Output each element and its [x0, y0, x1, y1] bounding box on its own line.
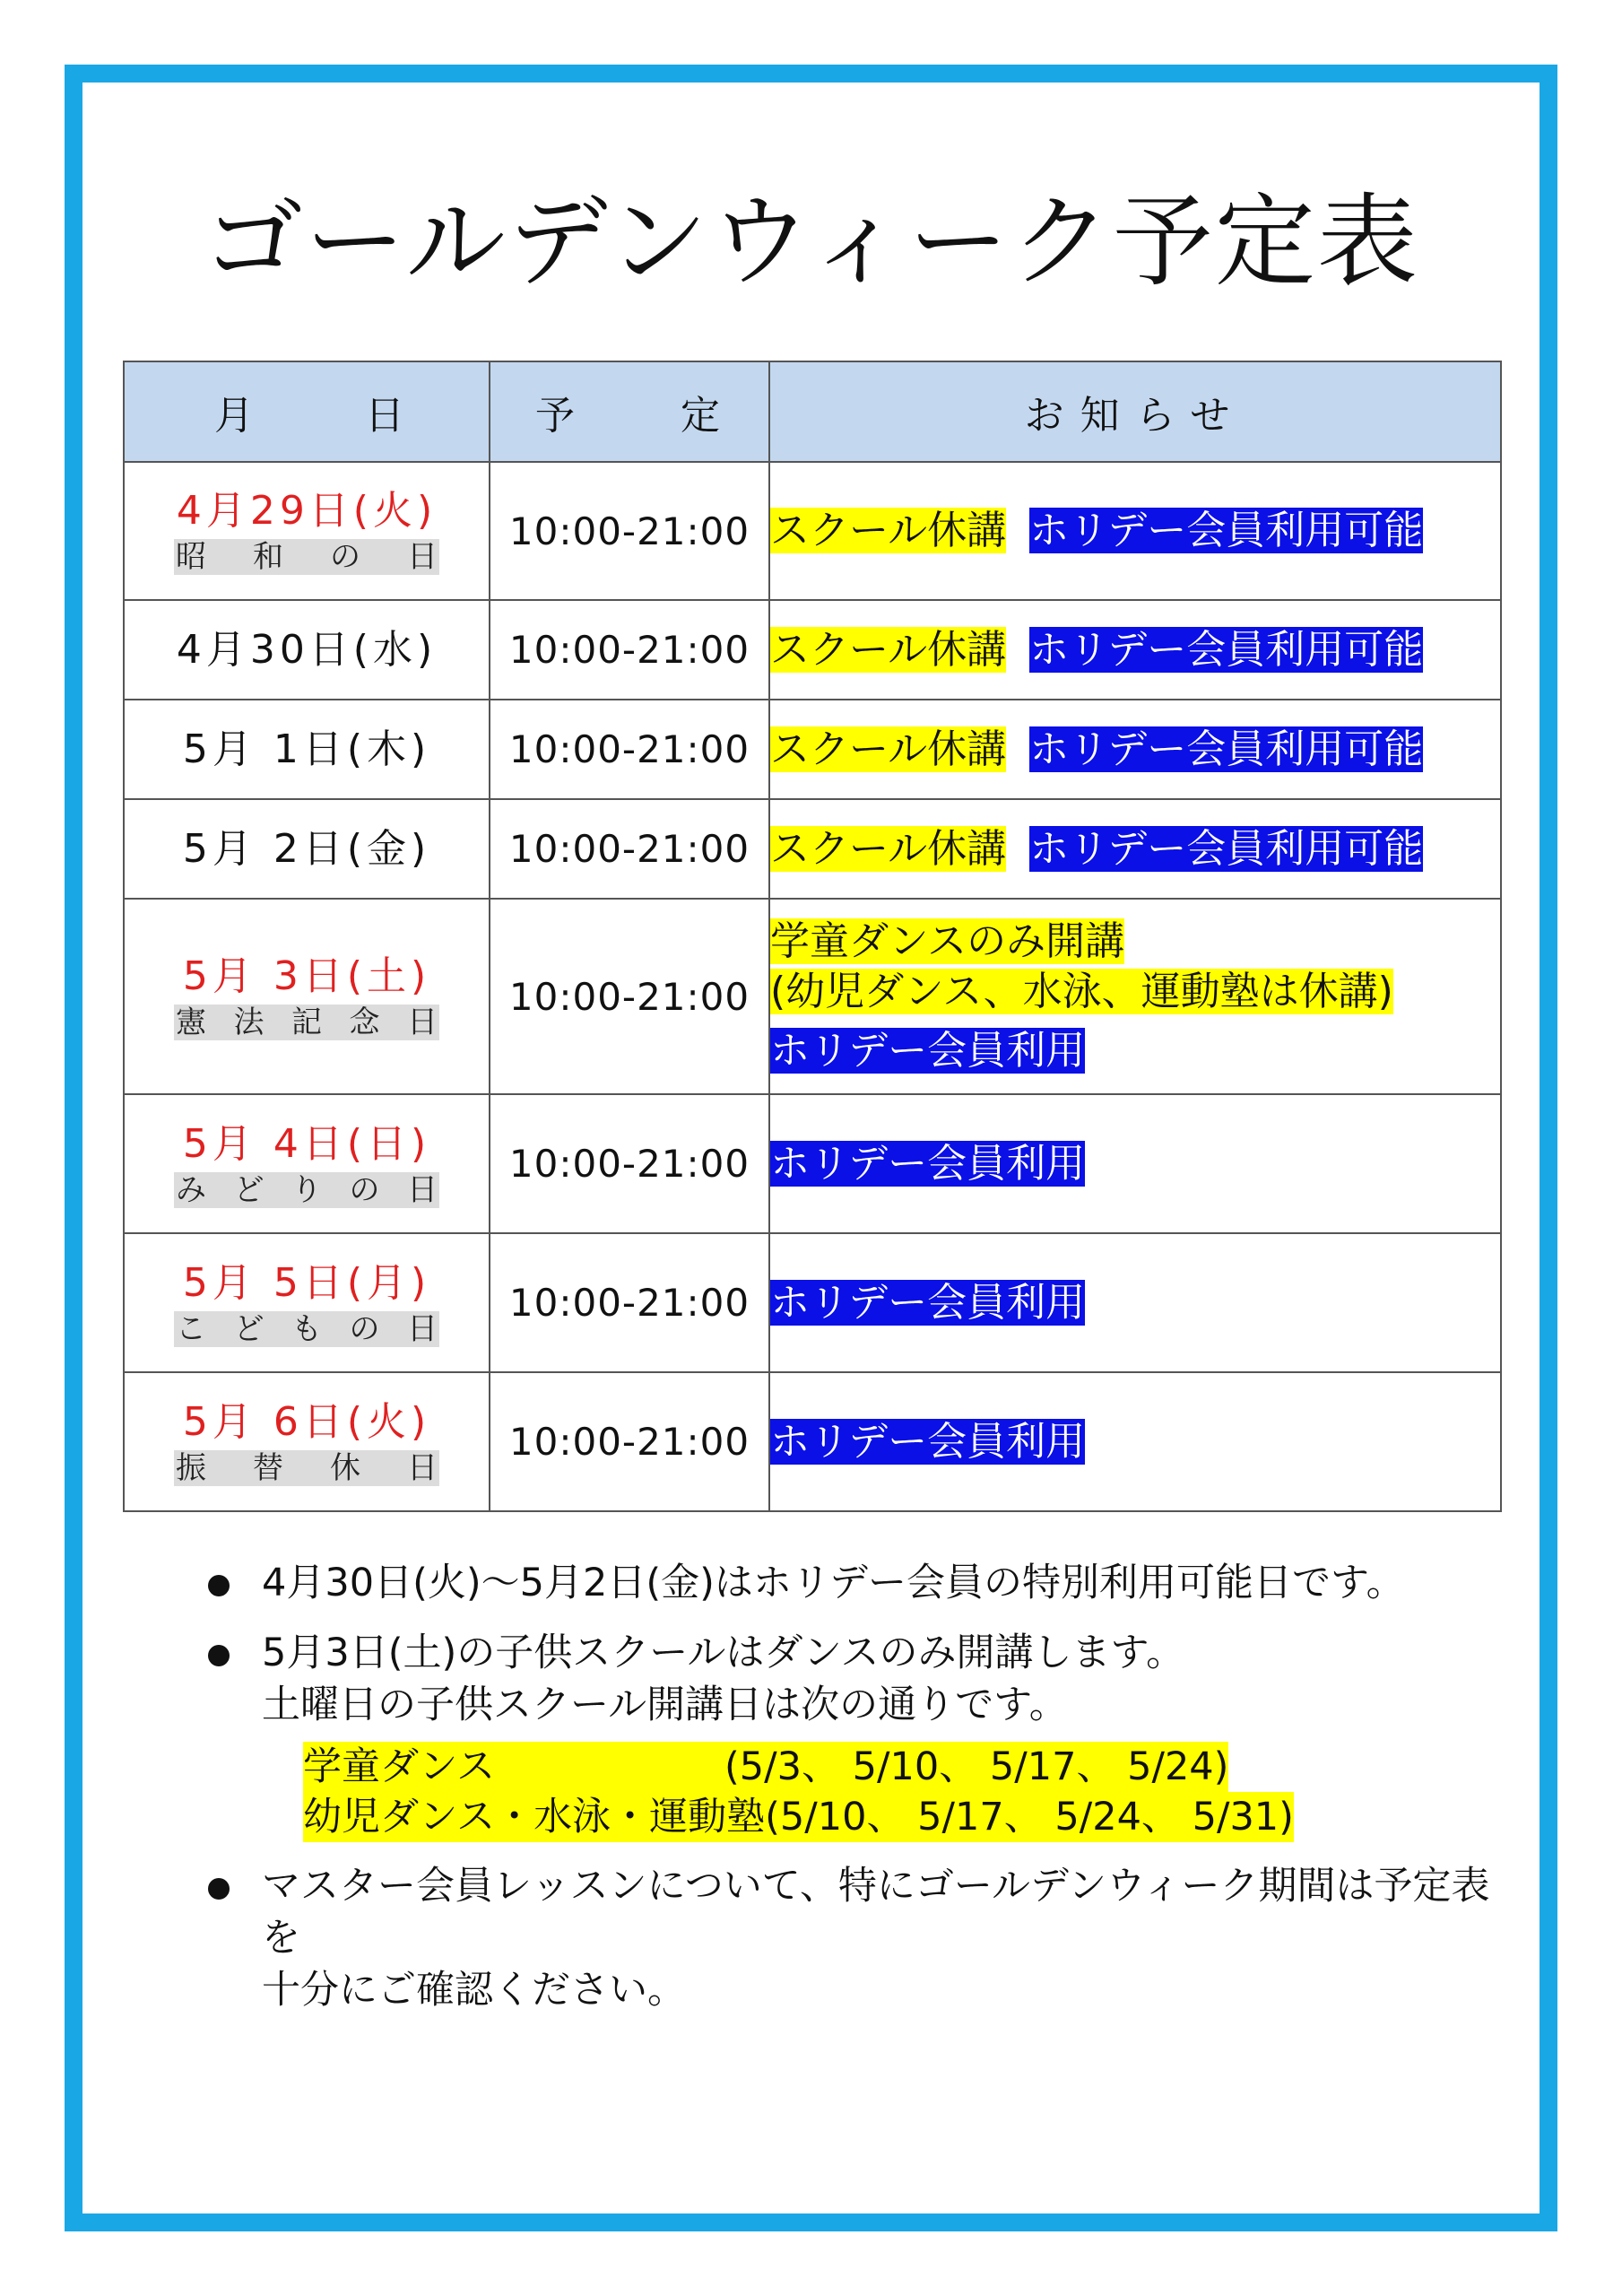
notes-list	[208, 1557, 1499, 2034]
date-cell	[124, 462, 490, 600]
header-time-char-2: 定	[681, 393, 724, 439]
notice-cell	[769, 1094, 1501, 1233]
school-schedule	[303, 1742, 1499, 1842]
date-text: 5月 2日(金)	[182, 825, 431, 872]
notice-cell	[769, 899, 1501, 1094]
header-date	[124, 361, 490, 462]
header-notice	[769, 361, 1501, 462]
time-cell: 10:00-21:00	[490, 899, 769, 1094]
time-cell: 10:00-21:00	[490, 1094, 769, 1233]
school-closed-label: スクール休講	[770, 626, 1007, 673]
note-text: 4月30日(火)～5月2日(金)はホリデー会員の特別利用可能日です。	[262, 1561, 1405, 1605]
list-item	[208, 1860, 1499, 2016]
note-text: 5月3日(土)の子供スクールはダンスのみ開講します。	[262, 1631, 1185, 1675]
school-closed-label: スクール休講	[770, 825, 1007, 872]
holiday-member-label: ホリデー会員利用	[770, 1140, 1086, 1187]
header-date-month: 月	[214, 393, 257, 439]
school-name: 幼児ダンス・水泳・運動塾	[303, 1795, 766, 1839]
header-date-day: 日	[365, 393, 408, 439]
notice-cell	[769, 799, 1501, 899]
time-cell: 10:00-21:00	[490, 799, 769, 899]
holiday-member-label: ホリデー会員利用可能	[1029, 508, 1424, 553]
note-text: 十分にご確認ください。	[262, 1968, 686, 2013]
header-time-char-1: 予	[535, 393, 578, 439]
time-cell: 10:00-21:00	[490, 1372, 769, 1511]
table-row	[124, 600, 1501, 700]
notice-cell	[769, 462, 1501, 600]
school-dates: (5/3、 5/10、 5/17、 5/24)	[724, 1744, 1229, 1789]
table-row	[124, 799, 1501, 899]
table-header-row	[124, 361, 1501, 462]
table-row	[124, 700, 1501, 799]
date-cell	[124, 1094, 490, 1233]
date-text: 4月29日(火)	[176, 488, 438, 534]
time-cell: 10:00-21:00	[490, 1233, 769, 1372]
time-cell: 10:00-21:00	[490, 462, 769, 600]
holiday-member-label: ホリデー会員利用可能	[1029, 825, 1424, 872]
school-closed-label: スクール休講	[770, 726, 1007, 772]
date-text: 5月 1日(木)	[182, 726, 431, 772]
date-cell	[124, 700, 490, 799]
table-row	[124, 1372, 1501, 1511]
closed-classes-label: (幼児ダンス、水泳、運動塾は休講)	[770, 969, 1393, 1014]
bullet-icon	[208, 1575, 230, 1596]
school-closed-label: スクール休講	[770, 508, 1007, 553]
notice-cell	[769, 1372, 1501, 1511]
holiday-member-label: ホリデー会員利用	[770, 1028, 1086, 1074]
dance-only-label: 学童ダンスのみ開講	[770, 918, 1125, 964]
date-cell	[124, 799, 490, 899]
table-row	[124, 899, 1501, 1094]
table-row	[124, 1094, 1501, 1233]
holiday-name: こ ど も の 日	[176, 1310, 438, 1347]
holiday-member-label: ホリデー会員利用	[770, 1418, 1086, 1465]
time-cell: 10:00-21:00	[490, 600, 769, 700]
school-name: 学童ダンス	[303, 1744, 496, 1789]
bullet-icon	[208, 1645, 230, 1666]
date-text: 5月 4日(日)	[182, 1120, 431, 1167]
note-text: マスター会員レッスンについて、特にゴールデンウィーク期間は予定表を	[262, 1864, 1490, 1961]
school-dates: (5/10、 5/17、 5/24、 5/31)	[765, 1795, 1294, 1839]
bullet-icon	[208, 1878, 230, 1900]
date-text: 4月30日(水)	[176, 626, 438, 673]
schedule-table	[123, 361, 1502, 1512]
header-time	[490, 361, 769, 462]
list-item	[208, 1557, 1499, 1609]
date-text: 5月 3日(土)	[182, 953, 431, 999]
holiday-member-label: ホリデー会員利用	[770, 1279, 1086, 1326]
holiday-member-label: ホリデー会員利用可能	[1029, 726, 1424, 772]
notice-cell	[769, 1233, 1501, 1372]
notice-cell	[769, 700, 1501, 799]
time-cell: 10:00-21:00	[490, 700, 769, 799]
date-cell	[124, 1372, 490, 1511]
date-cell	[124, 600, 490, 700]
table-row	[124, 462, 1501, 600]
holiday-member-label: ホリデー会員利用可能	[1029, 626, 1424, 673]
note-text: 土曜日の子供スクール開講日は次の通りです。	[262, 1683, 1068, 1727]
date-cell	[124, 899, 490, 1094]
holiday-name: 昭 和 の 日	[176, 539, 438, 575]
date-text: 5月 5日(月)	[182, 1259, 431, 1306]
page-title: ゴールデンウィーク予定表	[203, 184, 1419, 300]
date-cell	[124, 1233, 490, 1372]
holiday-name: 振 替 休 日	[176, 1449, 438, 1486]
list-item	[208, 1627, 1499, 1842]
table-row	[124, 1233, 1501, 1372]
holiday-name: み ど り の 日	[176, 1171, 438, 1208]
header-notice-label: お知らせ	[1024, 393, 1246, 439]
holiday-name: 憲 法 記 念 日	[176, 1004, 438, 1040]
notice-cell	[769, 600, 1501, 700]
date-text: 5月 6日(火)	[182, 1398, 431, 1445]
